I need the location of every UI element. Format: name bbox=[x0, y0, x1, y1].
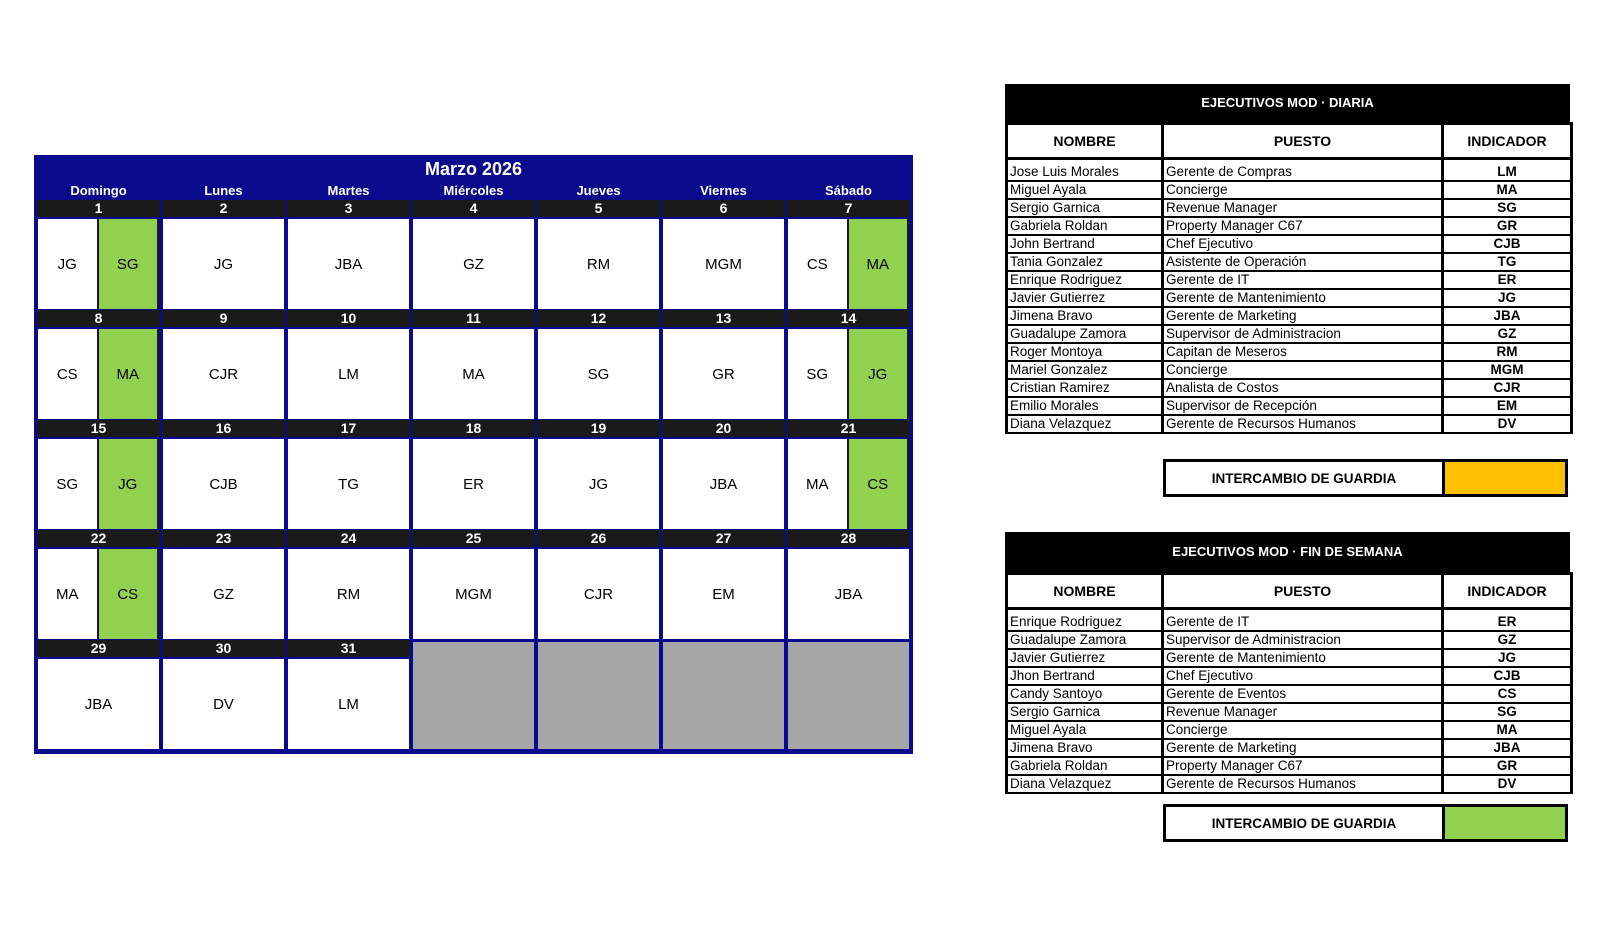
executive-indicator: MA bbox=[1443, 181, 1572, 199]
day-assignment-area bbox=[538, 329, 659, 419]
table-row bbox=[1007, 703, 1572, 721]
day-assignment-area bbox=[788, 219, 909, 309]
executive-name: Enrique Rodriguez bbox=[1007, 614, 1163, 631]
day-number: 26 bbox=[537, 530, 660, 547]
col-header-role: PUESTO bbox=[1163, 574, 1443, 609]
calendar-day-cell[interactable] bbox=[786, 200, 911, 310]
day-number: 6 bbox=[662, 200, 785, 217]
day-assignment-area bbox=[288, 659, 409, 749]
day-number: 30 bbox=[162, 640, 285, 657]
executive-indicator: CJB bbox=[1443, 667, 1572, 685]
day-number: 29 bbox=[37, 640, 160, 657]
executive-assignment: JG bbox=[213, 255, 234, 273]
calendar-day-cell[interactable] bbox=[536, 200, 661, 310]
executive-name: Mariel Gonzalez bbox=[1007, 361, 1163, 379]
executive-indicator: JBA bbox=[1443, 307, 1572, 325]
day-assignment-area bbox=[413, 329, 534, 419]
calendar-day-cell[interactable] bbox=[661, 310, 786, 420]
calendar-day-cell[interactable] bbox=[161, 530, 286, 640]
daily-swap-legend bbox=[1163, 459, 1568, 497]
table-row bbox=[1007, 397, 1572, 415]
executive-assignment: MA bbox=[462, 365, 485, 383]
calendar-day-cell[interactable] bbox=[161, 200, 286, 310]
col-header-indicator: INDICADOR bbox=[1443, 574, 1572, 609]
executive-assignment: JBA bbox=[709, 475, 738, 493]
day-assignment-area bbox=[538, 439, 659, 529]
weekend-swap-legend bbox=[1163, 804, 1568, 842]
executive-role: Supervisor de Administracion bbox=[1163, 325, 1443, 343]
guard-swap-assignment: CS bbox=[97, 549, 160, 639]
day-assignment-area bbox=[788, 549, 909, 639]
day-of-week-label: Viernes bbox=[700, 183, 747, 198]
executive-role: Gerente de Eventos bbox=[1163, 685, 1443, 703]
executive-indicator: GZ bbox=[1443, 325, 1572, 343]
day-of-week-label: Sábado bbox=[825, 183, 872, 198]
guard-swap-assignment: JG bbox=[847, 329, 910, 419]
day-assignment-area bbox=[413, 549, 534, 639]
swap-legend-color bbox=[1442, 462, 1565, 494]
calendar-day-cell[interactable] bbox=[161, 420, 286, 530]
executive-assignment: GZ bbox=[213, 585, 234, 603]
executive-role: Gerente de Marketing bbox=[1163, 739, 1443, 757]
executive-role: Gerente de Recursos Humanos bbox=[1163, 415, 1443, 433]
calendar-day-cell[interactable] bbox=[661, 420, 786, 530]
executive-indicator: GZ bbox=[1443, 631, 1572, 649]
day-assignment-area bbox=[38, 439, 159, 529]
table-row bbox=[1007, 181, 1572, 199]
executive-assignment: LM bbox=[338, 695, 359, 713]
calendar-day-cell[interactable] bbox=[161, 310, 286, 420]
executive-role: Gerente de Compras bbox=[1163, 164, 1443, 181]
col-header-indicator: INDICADOR bbox=[1443, 124, 1572, 159]
table-row bbox=[1007, 361, 1572, 379]
day-assignment-area bbox=[288, 329, 409, 419]
calendar-day-cell[interactable] bbox=[36, 420, 161, 530]
day-number: 13 bbox=[662, 310, 785, 327]
executive-assignment: JG bbox=[588, 475, 609, 493]
executive-role: Gerente de Recursos Humanos bbox=[1163, 775, 1443, 793]
executive-assignment: TG bbox=[338, 475, 359, 493]
table-row bbox=[1007, 325, 1572, 343]
executive-indicator: GR bbox=[1443, 217, 1572, 235]
executive-role: Property Manager C67 bbox=[1163, 217, 1443, 235]
executive-indicator: GR bbox=[1443, 757, 1572, 775]
executive-role: Gerente de IT bbox=[1163, 271, 1443, 289]
executive-assignment: CS bbox=[806, 255, 828, 273]
calendar-day-cell[interactable] bbox=[536, 530, 661, 640]
executive-assignment: SG bbox=[56, 475, 79, 493]
table-row bbox=[1007, 235, 1572, 253]
executive-assignment: GR bbox=[712, 365, 735, 383]
table-row bbox=[1007, 415, 1572, 433]
day-assignment-area bbox=[288, 219, 409, 309]
day-assignment-area bbox=[288, 439, 409, 529]
day-assignment-area bbox=[663, 642, 784, 749]
executive-role: Chef Ejecutivo bbox=[1163, 667, 1443, 685]
calendar-day-cell[interactable] bbox=[411, 530, 536, 640]
executive-assignment: CS bbox=[56, 365, 78, 383]
day-assignment-area bbox=[413, 642, 534, 749]
executive-role: Revenue Manager bbox=[1163, 199, 1443, 217]
day-number: 17 bbox=[287, 420, 410, 437]
table-row bbox=[1007, 289, 1572, 307]
day-assignment-area bbox=[663, 219, 784, 309]
calendar-title: Marzo 2026 bbox=[424, 159, 523, 179]
day-assignment-area bbox=[788, 439, 909, 529]
table-row bbox=[1007, 614, 1572, 631]
table-row bbox=[1007, 343, 1572, 361]
day-assignment-area bbox=[788, 642, 909, 749]
day-assignment-area bbox=[163, 659, 284, 749]
day-assignment-area bbox=[163, 329, 284, 419]
calendar-day-cell[interactable] bbox=[411, 200, 536, 310]
executive-assignment: JBA bbox=[84, 695, 113, 713]
day-of-week-label: Miércoles bbox=[443, 183, 504, 198]
executive-indicator: MGM bbox=[1443, 361, 1572, 379]
executive-indicator: CJB bbox=[1443, 235, 1572, 253]
table-row bbox=[1007, 253, 1572, 271]
swap-legend-color bbox=[1442, 807, 1565, 839]
swap-legend-label: INTERCAMBIO DE GUARDIA bbox=[1211, 815, 1397, 831]
calendar-day-cell[interactable] bbox=[411, 310, 536, 420]
executive-assignment: CJB bbox=[209, 475, 238, 493]
day-of-week-label: Martes bbox=[327, 183, 370, 198]
executive-indicator: DV bbox=[1443, 415, 1572, 433]
day-assignment-area bbox=[788, 329, 909, 419]
executive-assignment: JG bbox=[57, 255, 77, 273]
executive-assignment: DV bbox=[213, 695, 234, 713]
calendar-week-row bbox=[36, 420, 911, 530]
day-number: 25 bbox=[412, 530, 535, 547]
day-number: 2 bbox=[162, 200, 285, 217]
table-row bbox=[1007, 757, 1572, 775]
calendar-day-cell[interactable] bbox=[286, 310, 411, 420]
day-number: 4 bbox=[412, 200, 535, 217]
executive-assignment: JBA bbox=[334, 255, 363, 273]
executive-assignment: LM bbox=[338, 365, 359, 383]
day-assignment-area bbox=[288, 549, 409, 639]
executive-name: Jose Luis Morales bbox=[1007, 164, 1163, 181]
calendar-day-cell[interactable] bbox=[661, 530, 786, 640]
calendar-week-row bbox=[36, 530, 911, 640]
executive-role: Concierge bbox=[1163, 361, 1443, 379]
executive-name: Gabriela Roldan bbox=[1007, 217, 1163, 235]
table-row bbox=[1007, 721, 1572, 739]
executive-name: Javier Gutierrez bbox=[1007, 649, 1163, 667]
executive-role: Capitan de Meseros bbox=[1163, 343, 1443, 361]
executive-indicator: ER bbox=[1443, 271, 1572, 289]
table-row bbox=[1007, 379, 1572, 397]
executive-assignment: MGM bbox=[455, 585, 492, 603]
table-row bbox=[1007, 685, 1572, 703]
executive-indicator: CS bbox=[1443, 685, 1572, 703]
day-assignment-area bbox=[163, 549, 284, 639]
calendar-day-cell[interactable] bbox=[286, 640, 411, 750]
executive-indicator: RM bbox=[1443, 343, 1572, 361]
executive-name: Jhon Bertrand bbox=[1007, 667, 1163, 685]
executive-assignment: ER bbox=[463, 475, 484, 493]
day-number: 1 bbox=[37, 200, 160, 217]
executive-role: Analista de Costos bbox=[1163, 379, 1443, 397]
day-number: 19 bbox=[537, 420, 660, 437]
day-assignment-area bbox=[38, 219, 159, 309]
daily-table bbox=[1005, 122, 1573, 434]
executive-assignment: SG bbox=[806, 365, 829, 383]
table-row bbox=[1007, 199, 1572, 217]
day-number: 16 bbox=[162, 420, 285, 437]
calendar-empty-cell bbox=[536, 640, 661, 750]
executive-indicator: JG bbox=[1443, 649, 1572, 667]
guard-swap-assignment: CS bbox=[847, 439, 910, 529]
calendar-day-cell[interactable] bbox=[36, 310, 161, 420]
day-number: 8 bbox=[37, 310, 160, 327]
table-row bbox=[1007, 631, 1572, 649]
executive-name: Miguel Ayala bbox=[1007, 721, 1163, 739]
executive-role: Gerente de IT bbox=[1163, 614, 1443, 631]
table-row bbox=[1007, 307, 1572, 325]
calendar-day-cell[interactable] bbox=[411, 420, 536, 530]
calendar-empty-cell bbox=[411, 640, 536, 750]
day-of-week-label: Lunes bbox=[204, 183, 243, 198]
calendar-day-cell[interactable] bbox=[786, 530, 911, 640]
executive-indicator: MA bbox=[1443, 721, 1572, 739]
table-row bbox=[1007, 775, 1572, 793]
daily-table-title: EJECUTIVOS MOD · DIARIA bbox=[1005, 84, 1570, 122]
calendar-day-cell[interactable] bbox=[286, 200, 411, 310]
calendar-day-cell[interactable] bbox=[661, 200, 786, 310]
calendar-week-row bbox=[36, 640, 911, 750]
executive-role: Concierge bbox=[1163, 181, 1443, 199]
executive-name: Tania Gonzalez bbox=[1007, 253, 1163, 271]
table-row bbox=[1007, 164, 1572, 181]
calendar-day-cell[interactable] bbox=[36, 640, 161, 750]
calendar-day-cell[interactable] bbox=[786, 420, 911, 530]
calendar bbox=[34, 155, 913, 754]
day-number: 3 bbox=[287, 200, 410, 217]
executive-name: Jimena Bravo bbox=[1007, 307, 1163, 325]
table-row bbox=[1007, 739, 1572, 757]
executive-role: Gerente de Mantenimiento bbox=[1163, 649, 1443, 667]
executive-name: Enrique Rodriguez bbox=[1007, 271, 1163, 289]
executive-role: Asistente de Operación bbox=[1163, 253, 1443, 271]
executive-name: Guadalupe Zamora bbox=[1007, 325, 1163, 343]
executive-assignment: SG bbox=[587, 365, 610, 383]
day-number: 11 bbox=[412, 310, 535, 327]
executive-indicator: SG bbox=[1443, 199, 1572, 217]
executive-indicator: EM bbox=[1443, 397, 1572, 415]
day-number: 24 bbox=[287, 530, 410, 547]
day-number: 20 bbox=[662, 420, 785, 437]
day-assignment-area bbox=[663, 439, 784, 529]
calendar-day-cell[interactable] bbox=[786, 310, 911, 420]
table-row bbox=[1007, 271, 1572, 289]
executive-name: John Bertrand bbox=[1007, 235, 1163, 253]
day-number: 5 bbox=[537, 200, 660, 217]
day-assignment-area bbox=[163, 219, 284, 309]
table-row bbox=[1007, 649, 1572, 667]
executive-name: Miguel Ayala bbox=[1007, 181, 1163, 199]
executive-indicator: LM bbox=[1443, 164, 1572, 181]
day-of-week-label: Domingo bbox=[70, 183, 127, 198]
day-number: 23 bbox=[162, 530, 285, 547]
executive-assignment: JBA bbox=[834, 585, 863, 603]
day-of-week-label: Jueves bbox=[576, 183, 621, 198]
executive-assignment: MA bbox=[56, 585, 79, 603]
day-assignment-area bbox=[663, 329, 784, 419]
executive-indicator: JG bbox=[1443, 289, 1572, 307]
executive-name: Sergio Garnica bbox=[1007, 703, 1163, 721]
executive-name: Candy Santoyo bbox=[1007, 685, 1163, 703]
executive-name: Roger Montoya bbox=[1007, 343, 1163, 361]
col-header-name: NOMBRE bbox=[1007, 124, 1163, 159]
weekend-table bbox=[1005, 572, 1573, 794]
executive-name: Emilio Morales bbox=[1007, 397, 1163, 415]
day-number: 14 bbox=[787, 310, 910, 327]
executive-indicator: CJR bbox=[1443, 379, 1572, 397]
executive-name: Sergio Garnica bbox=[1007, 199, 1163, 217]
executive-name: Javier Gutierrez bbox=[1007, 289, 1163, 307]
day-assignment-area bbox=[38, 659, 159, 749]
day-number: 9 bbox=[162, 310, 285, 327]
day-number: 31 bbox=[287, 640, 410, 657]
day-number: 21 bbox=[787, 420, 910, 437]
day-assignment-area bbox=[163, 439, 284, 529]
daily-table-panel bbox=[1005, 84, 1570, 434]
day-assignment-area bbox=[38, 329, 159, 419]
day-number: 7 bbox=[787, 200, 910, 217]
day-number: 27 bbox=[662, 530, 785, 547]
calendar-week-row bbox=[36, 200, 911, 310]
executive-name: Diana Velazquez bbox=[1007, 415, 1163, 433]
day-assignment-area bbox=[538, 219, 659, 309]
day-number: 22 bbox=[37, 530, 160, 547]
weekend-table-panel bbox=[1005, 532, 1570, 794]
executive-indicator: TG bbox=[1443, 253, 1572, 271]
day-assignment-area bbox=[413, 439, 534, 529]
calendar-day-cell[interactable] bbox=[286, 420, 411, 530]
executive-indicator: JBA bbox=[1443, 739, 1572, 757]
executive-role: Gerente de Mantenimiento bbox=[1163, 289, 1443, 307]
calendar-day-cell[interactable] bbox=[36, 200, 161, 310]
calendar-empty-cell bbox=[786, 640, 911, 750]
executive-role: Supervisor de Administracion bbox=[1163, 631, 1443, 649]
day-assignment-area bbox=[413, 219, 534, 309]
executive-name: Jimena Bravo bbox=[1007, 739, 1163, 757]
executive-role: Concierge bbox=[1163, 721, 1443, 739]
executive-name: Cristian Ramirez bbox=[1007, 379, 1163, 397]
executive-assignment: GZ bbox=[463, 255, 484, 273]
executive-indicator: DV bbox=[1443, 775, 1572, 793]
col-header-role: PUESTO bbox=[1163, 124, 1443, 159]
day-assignment-area bbox=[663, 549, 784, 639]
executive-assignment: RM bbox=[586, 255, 611, 273]
executive-name: Diana Velazquez bbox=[1007, 775, 1163, 793]
day-assignment-area bbox=[538, 549, 659, 639]
executive-name: Gabriela Roldan bbox=[1007, 757, 1163, 775]
day-number: 18 bbox=[412, 420, 535, 437]
guard-swap-assignment: JG bbox=[97, 439, 160, 529]
executive-indicator: ER bbox=[1443, 614, 1572, 631]
executive-role: Supervisor de Recepción bbox=[1163, 397, 1443, 415]
executive-assignment: EM bbox=[712, 585, 735, 603]
executive-assignment: CJR bbox=[208, 365, 239, 383]
executive-role: Property Manager C67 bbox=[1163, 757, 1443, 775]
executive-role: Revenue Manager bbox=[1163, 703, 1443, 721]
day-assignment-area bbox=[38, 549, 159, 639]
table-row bbox=[1007, 667, 1572, 685]
calendar-day-cell[interactable] bbox=[286, 530, 411, 640]
executive-assignment: CJR bbox=[583, 585, 614, 603]
executive-indicator: SG bbox=[1443, 703, 1572, 721]
day-number: 15 bbox=[37, 420, 160, 437]
day-number: 28 bbox=[787, 530, 910, 547]
calendar-day-cell[interactable] bbox=[161, 640, 286, 750]
executive-role: Chef Ejecutivo bbox=[1163, 235, 1443, 253]
executive-assignment: MGM bbox=[705, 255, 742, 273]
calendar-day-cell[interactable] bbox=[536, 310, 661, 420]
day-number: 12 bbox=[537, 310, 660, 327]
day-of-week-header bbox=[36, 182, 911, 200]
executive-assignment: MA bbox=[806, 475, 829, 493]
weekend-table-title: EJECUTIVOS MOD · FIN DE SEMANA bbox=[1005, 532, 1570, 572]
calendar-week-row bbox=[36, 310, 911, 420]
guard-swap-assignment: MA bbox=[97, 329, 160, 419]
calendar-day-cell[interactable] bbox=[36, 530, 161, 640]
table-row bbox=[1007, 217, 1572, 235]
executive-name: Guadalupe Zamora bbox=[1007, 631, 1163, 649]
col-header-name: NOMBRE bbox=[1007, 574, 1163, 609]
day-number: 10 bbox=[287, 310, 410, 327]
swap-legend-label: INTERCAMBIO DE GUARDIA bbox=[1211, 470, 1397, 486]
guard-swap-assignment: SG bbox=[97, 219, 160, 309]
executive-assignment: RM bbox=[336, 585, 361, 603]
executive-role: Gerente de Marketing bbox=[1163, 307, 1443, 325]
calendar-empty-cell bbox=[661, 640, 786, 750]
calendar-day-cell[interactable] bbox=[536, 420, 661, 530]
guard-swap-assignment: MA bbox=[847, 219, 910, 309]
day-assignment-area bbox=[538, 642, 659, 749]
